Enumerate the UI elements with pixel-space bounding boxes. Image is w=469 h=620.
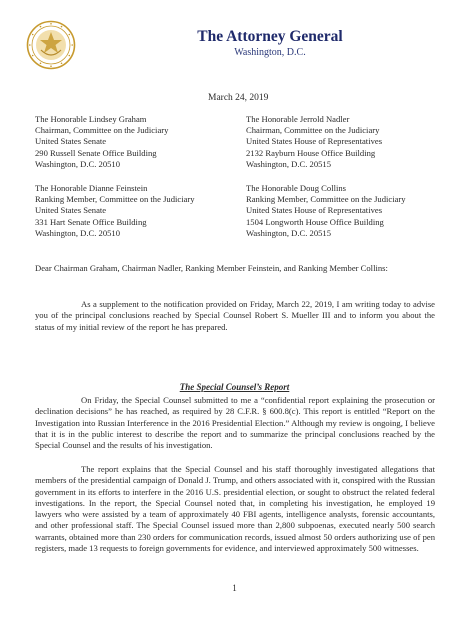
address-line: Washington, D.C. 20515 — [246, 227, 332, 238]
letterhead-title: The Attorney General — [197, 28, 343, 45]
address-line: Washington, D.C. 20515 — [246, 158, 332, 169]
paragraph-report-submission: On Friday, the Special Counsel submitted to me a “confidential report explaining the prosecution or declination decisions” he has reached, as required by 28 C.F.R. § 600.8(c). This report is entitled “Report on the Investigation into Russian Interference in the 2016 Presidential Election.” Although my review is ongoing, I believe that it is in the public interest to describe the report and to summarize the principal conclusions reached by the Special Counsel and the results of his investigation. — [35, 395, 435, 451]
department-seal-icon — [26, 20, 76, 70]
address-line: 2132 Rayburn House Office Building — [246, 147, 376, 158]
address-line: Chairman, Committee on the Judiciary — [246, 125, 380, 136]
address-line: 1504 Longworth House Office Building — [246, 216, 384, 227]
addressee-block-feinstein — [35, 183, 195, 239]
address-line: United States Senate — [35, 136, 107, 147]
letter-date: March 24, 2019 — [208, 93, 269, 103]
paragraph-intro: As a supplement to the notification provided on Friday, March 22, 2019, I am writing today to advise you of the principal conclusions reached by Special Counsel Robert S. Mueller III and to inform you about the status of my initial review of the report he has prepared. — [35, 299, 435, 332]
address-line: Ranking Member, Committee on the Judiciary — [35, 194, 195, 205]
address-line: Ranking Member, Committee on the Judiciary — [246, 194, 406, 205]
paragraph-investigation-scope: The report explains that the Special Counsel and his staff thoroughly investigated allegations that members of the presidential campaign of Donald J. Trump, and others associated with it, conspired with the Russian government in its efforts to interfere in the 2016 U.S. presidential election, or sought to obstruct the related federal investigations. In the report, the Special Counsel noted that, in completing his investigation, he employed 19 lawyers who were assisted by a team of approximately 40 FBI agents, intelligence analysts, forensic accountants, and other professional staff. The Special Counsel issued more than 2,800 subpoenas, executed nearly 500 search warrants, obtained more than 230 orders for communication records, issued almost 50 orders authorizing use of pen registers, made 13 requests to foreign governments for evidence, and interviewed approximately 500 witnesses. — [35, 464, 435, 554]
address-line: Washington, D.C. 20510 — [35, 158, 121, 169]
address-line: United States House of Representatives — [246, 136, 383, 147]
addressee-block-graham — [35, 114, 168, 170]
address-line: 331 Hart Senate Office Building — [35, 216, 147, 227]
address-line: 290 Russell Senate Office Building — [35, 147, 157, 158]
address-line: Chairman, Committee on the Judiciary — [35, 125, 169, 136]
address-line: The Honorable Dianne Feinstein — [35, 183, 148, 193]
address-line: United States Senate — [35, 205, 107, 216]
addressee-block-collins — [246, 183, 406, 239]
addressee-block-nadler — [246, 114, 382, 170]
letterhead — [150, 28, 390, 59]
address-line: The Honorable Jerrold Nadler — [246, 114, 350, 124]
address-line: The Honorable Doug Collins — [246, 183, 347, 193]
section-heading: The Special Counsel’s Report — [179, 382, 290, 392]
letterhead-location: Washington, D.C. — [234, 47, 306, 58]
page-number: 1 — [232, 583, 237, 593]
address-line: The Honorable Lindsey Graham — [35, 114, 147, 124]
address-line: Washington, D.C. 20510 — [35, 227, 121, 238]
address-line: United States House of Representatives — [246, 205, 383, 216]
salutation: Dear Chairman Graham, Chairman Nadler, Ranking Member Feinstein, and Ranking Member Collins: — [35, 263, 388, 273]
